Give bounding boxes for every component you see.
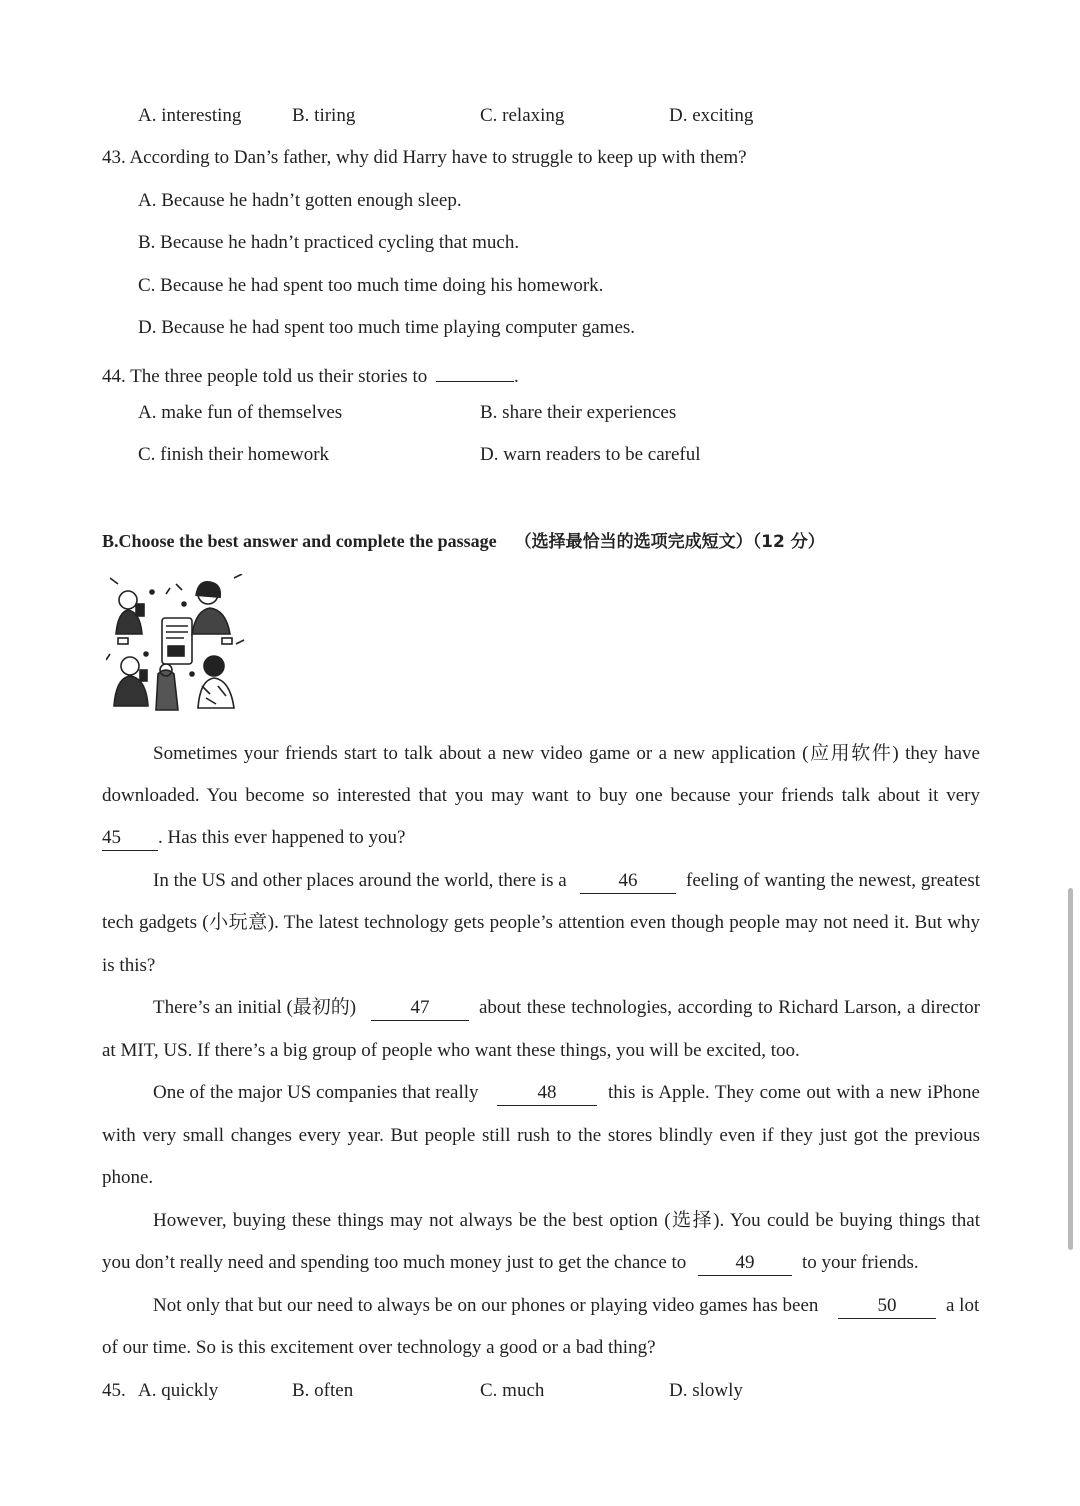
q45-option-d: D. slowly <box>669 1380 743 1401</box>
q44-stem-end: . <box>513 366 519 387</box>
section-b-title-cn: （选择最恰当的选项完成短文）（12 分） <box>514 532 825 552</box>
passage-p5-line1: However, buying these things may not always be the best option (选择). You could be buying things that <box>153 1210 980 1231</box>
passage-p6-line1b: a lot <box>946 1295 980 1316</box>
passage-p3-line1b: about these technologies, according to Richard Larson, a director <box>479 997 980 1018</box>
passage-p4-line2: with very small changes every year. But people still rush to the stores blindly even if they just got the previous <box>102 1125 980 1146</box>
blank-47: 47 <box>371 998 469 1021</box>
passage-p5-blank-wrap <box>698 1251 792 1276</box>
q42-option-d: D. exciting <box>669 105 754 126</box>
passage-p1-line3 <box>102 826 405 851</box>
passage-p2-line2: tech gadgets (小玩意). The latest technology gets people’s attention even though people may not need it. But why <box>102 912 980 933</box>
passage-p6-line1a: Not only that but our need to always be on our phones or playing video games has been <box>153 1295 819 1316</box>
passage-p6-blank-wrap <box>838 1294 936 1319</box>
q42-option-b: B. tiring <box>292 105 356 126</box>
q44-option-b: B. share their experiences <box>480 402 677 423</box>
q44-blank <box>436 359 514 382</box>
q43-option-b: B. Because he hadn’t practiced cycling that much. <box>138 232 520 253</box>
q44-option-a: A. make fun of themselves <box>138 402 343 423</box>
blank-48: 48 <box>497 1083 597 1106</box>
blank-45: 45 <box>102 828 158 851</box>
q43-option-c: C. Because he had spent too much time doing his homework. <box>138 275 604 296</box>
blank-50: 50 <box>838 1296 936 1319</box>
q44-option-d: D. warn readers to be careful <box>480 444 701 465</box>
passage-p1-line3-text: . Has this ever happened to you? <box>158 827 406 848</box>
passage-p2-line1b: feeling of wanting the newest, greatest <box>686 870 980 891</box>
passage-p2-line3: is this? <box>102 955 156 976</box>
q43-stem: 43. According to Dan’s father, why did Harry have to struggle to keep up with them? <box>102 147 747 168</box>
passage-p4-blank-wrap <box>497 1081 597 1106</box>
q44-option-c: C. finish their homework <box>138 444 330 465</box>
q43-option-d: D. Because he had spent too much time playing computer games. <box>138 317 636 338</box>
passage-p4-line1a: One of the major US companies that really <box>153 1082 479 1103</box>
passage-p1-line1: Sometimes your friends start to talk about a new video game or a new application (应用软件) they have <box>153 743 980 764</box>
q44-stem <box>102 359 519 389</box>
blank-46: 46 <box>580 871 676 894</box>
passage-p3-line1a: There’s an initial (最初的) <box>153 997 357 1018</box>
section-b-title-en: B.Choose the best answer and complete the passage <box>102 531 497 551</box>
q42-option-a: A. interesting <box>138 105 242 126</box>
passage-p3-line2: at MIT, US. If there’s a big group of people who want these things, you will be excited, too. <box>102 1040 800 1061</box>
q45-option-c: C. much <box>480 1380 545 1401</box>
passage-p4-line1b: this is Apple. They come out with a new iPhone <box>608 1082 980 1103</box>
q45-option-a: A. quickly <box>138 1380 219 1401</box>
vertical-scrollbar-thumb[interactable] <box>1068 888 1073 1250</box>
q43-option-a: A. Because he hadn’t gotten enough sleep. <box>138 190 462 211</box>
q45-option-b: B. often <box>292 1380 354 1401</box>
blank-49: 49 <box>698 1253 792 1276</box>
section-b-title <box>102 527 825 552</box>
passage-p2-line1a: In the US and other places around the world, there is a <box>153 870 567 891</box>
passage-p5-line2a: you don’t really need and spending too much money just to get the chance to <box>102 1252 687 1273</box>
q42-option-c: C. relaxing <box>480 105 565 126</box>
passage-p2-blank-wrap <box>580 869 676 894</box>
people-with-phones-illustration <box>106 574 248 720</box>
q44-stem-text: 44. The three people told us their stories to <box>102 366 428 387</box>
passage-p6-line2: of our time. So is this excitement over technology a good or a bad thing? <box>102 1337 656 1358</box>
q45-number: 45. <box>102 1380 126 1401</box>
passage-p5-line2b: to your friends. <box>802 1252 919 1273</box>
passage-p1-line2: downloaded. You become so interested that you may want to buy one because your friends talk about it very <box>102 785 980 806</box>
passage-p3-blank-wrap <box>371 996 469 1021</box>
passage-p4-line3: phone. <box>102 1167 154 1188</box>
